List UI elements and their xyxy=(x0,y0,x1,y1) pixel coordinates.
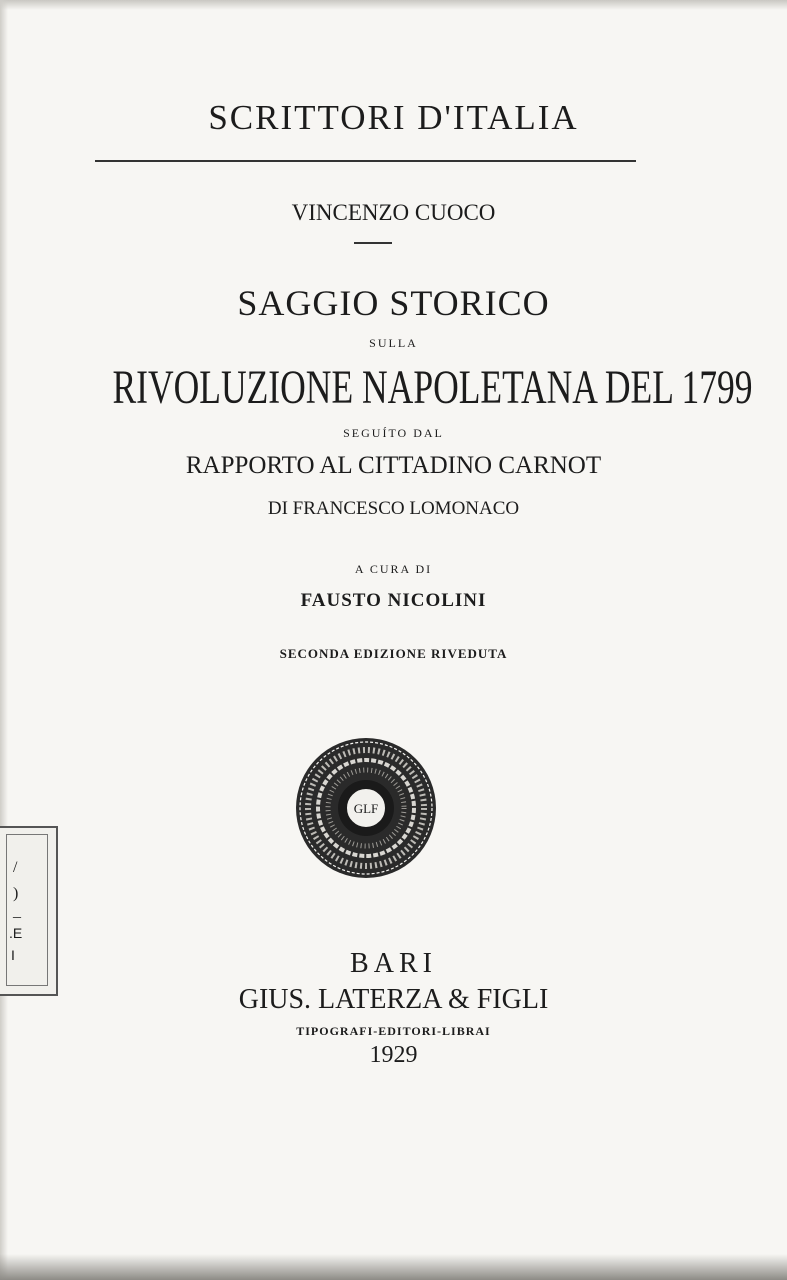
library-label xyxy=(0,826,58,996)
label-fragment-4: .E xyxy=(9,925,23,941)
title-connector: SULLA xyxy=(369,336,418,350)
followed-by-label: SEGUÍTO DAL xyxy=(343,426,444,440)
publication-year: 1929 xyxy=(369,1042,418,1068)
seal-monogram: GLF xyxy=(353,801,379,816)
editor-name: FAUSTO NICOLINI xyxy=(300,590,487,611)
appendix-author: DI FRANCESCO LOMONACO xyxy=(267,498,520,519)
book-title-subject-text: RIVOLUZIONE NAPOLETANA DEL 1799 xyxy=(112,361,753,414)
appendix-title: RAPPORTO AL CITTADINO CARNOT xyxy=(185,452,602,479)
edited-by-label: A CURA DI xyxy=(354,562,433,576)
label-fragment-1: / xyxy=(13,859,18,876)
page-bottom-edge xyxy=(0,1254,787,1280)
publisher-role: TIPOGRAFI-EDITORI-LIBRAI xyxy=(296,1024,491,1038)
publisher-name: GIUS. LATERZA & FIGLI xyxy=(238,984,549,1015)
author-rule xyxy=(354,242,392,244)
book-title-main: SAGGIO STORICO xyxy=(237,283,550,323)
label-fragment-2: ) xyxy=(13,885,19,902)
library-label-frame xyxy=(6,834,48,986)
edition-note: SECONDA EDIZIONE RIVEDUTA xyxy=(279,646,508,661)
book-title-subject xyxy=(0,360,787,415)
page-left-edge xyxy=(0,0,8,1280)
series-title: SCRITTORI D'ITALIA xyxy=(208,98,579,137)
author-name: VINCENZO CUOCO xyxy=(291,200,496,225)
publication-city: BARI xyxy=(350,948,437,979)
label-fragment-3: _ xyxy=(13,903,21,920)
label-fragment-5: I xyxy=(11,947,15,963)
series-rule xyxy=(95,160,636,162)
page-top-edge xyxy=(0,0,787,10)
publisher-seal-icon xyxy=(294,736,438,880)
